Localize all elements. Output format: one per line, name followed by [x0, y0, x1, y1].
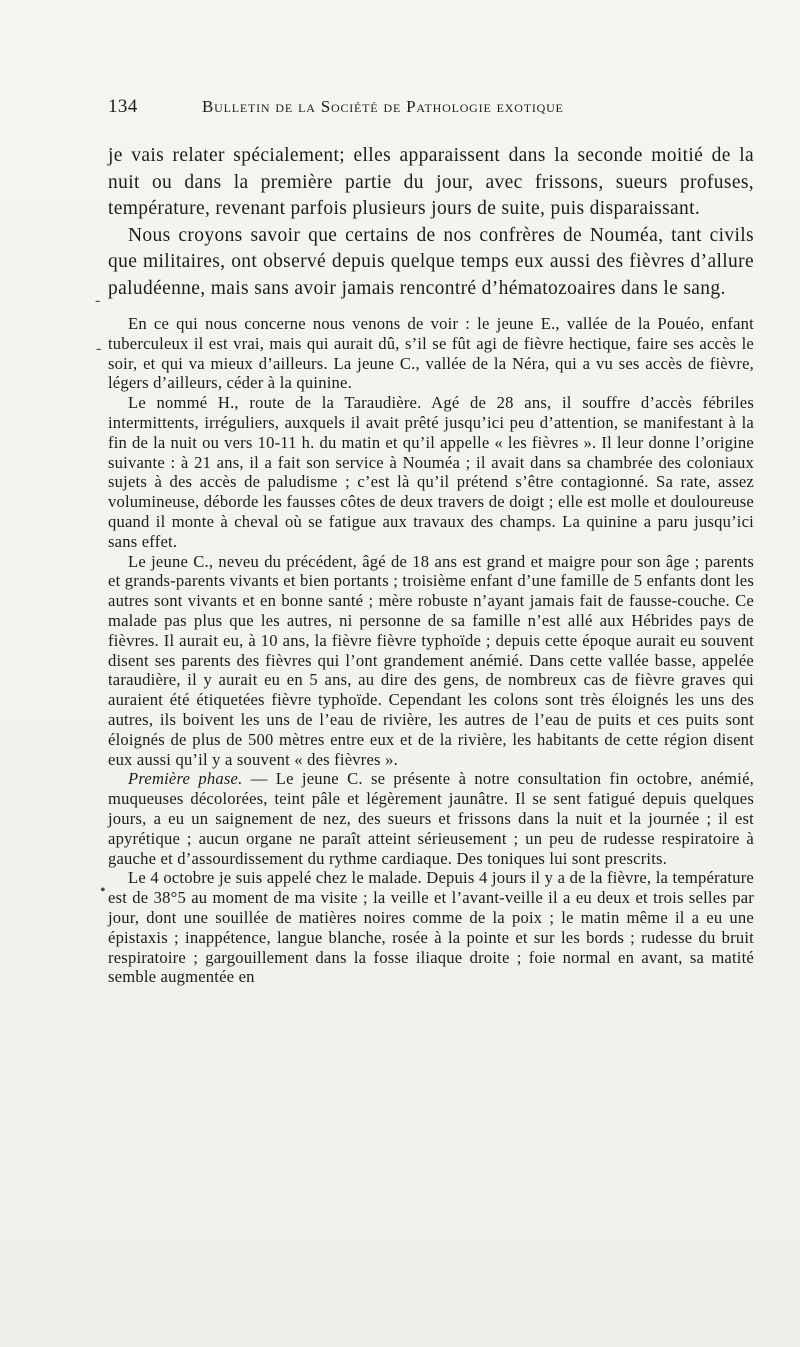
paragraph-7: Le 4 octobre je suis appelé chez le malade. Depuis 4 jours il y a de la fièvre, la température est de 38°5 au moment de ma visite ; la veille et l’avant-veille il a eu deux et trois selles par jour, dont une souillée de matières noires comme de la poix ; le matin même il a eu une épistaxis ; inappétence, langue blanche, rosée à la pointe et sur les bords ; rudesse du bruit respiratoire ; gargouillement dans la fosse iliaque droite ; foie normal en avant, sa matité semble augmentée en [108, 868, 754, 987]
paragraph-3: En ce qui nous concerne nous venons de voir : le jeune E., vallée de la Pouéo, enfant tuberculeux il est vrai, mais qui aurait dû, s’il se fût agi de fièvre hectique, faire ses accès le soir, et qui va mieux d’ailleurs. La jeune C., vallée de la Néra, qui a vu ses accès de fièvre, légers d’ailleurs, céder à la quinine. [108, 314, 754, 393]
margin-mark: • [100, 882, 106, 899]
page-header [108, 96, 698, 120]
paragraph-2: Nous croyons savoir que certains de nos confrères de Nouméa, tant civils que militaires, ont observé depuis quelque temps eux aussi des fièvres d’allure paludéenne, mais sans avoir jamais rencontré d’hématozoaires dans le sang. [108, 224, 754, 299]
margin-mark: - [96, 340, 102, 357]
paragraph-5: Le jeune C., neveu du précédent, âgé de 18 ans est grand et maigre pour son âge ; parents et grands-parents vivants et bien portants ; troisième enfant d’une famille de 5 enfants dont les autres sont vivants et en bonne santé ; mère robuste n’ayant jamais fait de fausse-couche. Ce malade pas plus que les autres, ni personne de sa famille n’est allé aux Hébrides pays de fièvres. Il aurait eu, à 10 ans, la fièvre fièvre typhoïde ; depuis cette époque aurait eu souvent disent ses parents des fièvres qui l’ont grandement anémié. Dans cette vallée basse, appelée taraudière, il y aurait eu en 5 ans, au dire des gens, de nombreux cas de fièvre graves qui auraient été étiquetées fièvre typhoïde. Cependant les colons sont très éloignés les uns des autres, ils boivent les uns de l’eau de rivière, les autres de l’eau de puits et ces puits sont éloignés de plus de 500 mètres entre eux et de la rivière, les habitants de cette région disent eux aussi qu’il y a souvent « des fièvres ». [108, 551, 754, 769]
paragraph-1: je vais relater spécialement; elles apparaissent dans la seconde moitié de la nuit ou dans la première partie du jour, avec frissons, sueurs profuses, température, revenant parfois plusieurs jours de suite, puis disparaissant. [108, 145, 754, 219]
page-number: 134 [108, 96, 138, 117]
phase-heading: Première phase. [128, 769, 243, 789]
article-body [108, 143, 754, 987]
paragraph-4: Le nommé H., route de la Taraudière. Agé de 28 ans, il souffre d’accès fébriles intermittents, irréguliers, auxquels il avait prêté jusqu’ici peu d’attention, se manifestant à la fin de la nuit ou vers 10-11 h. du matin et qu’il appelle « les fièvres ». Il leur donne l’origine suivante : à 21 ans, il a fait son service à Nouméa ; il avait dans sa chambrée des coloniaux sujets à des accès de paludisme ; c’est là qu’il prétend s’être contagionné. Sa rate, assez volumineuse, déborde les fausses côtes de deux travers de doigt ; elle est molle et douloureuse quand il monte à cheval où se fatigue aux travaux des champs. La quinine a paru jusqu’ici sans effet. [108, 393, 754, 551]
paragraph-6 [108, 769, 754, 868]
paragraph-6-text: — Le jeune C. se présente à notre consultation fin octobre, anémié, muqueuses décolorées, teint pâle et légèrement jaunâtre. Il se sent fatigué depuis quelques jours, a eu un saignement de nez, des sueurs et frissons dans la nuit et la journée ; il est apyrétique ; aucun organe ne paraît atteint sérieusement ; un peu de rudesse respiratoire à gauche et d’assourdissement du rythme cardiaque. Des toniques lui sont prescrits. [108, 769, 754, 868]
margin-mark: - [95, 292, 101, 309]
journal-title: Bulletin de la Société de Pathologie exotique [202, 97, 564, 116]
lead-paragraphs [108, 143, 754, 302]
case-reports [108, 314, 754, 987]
